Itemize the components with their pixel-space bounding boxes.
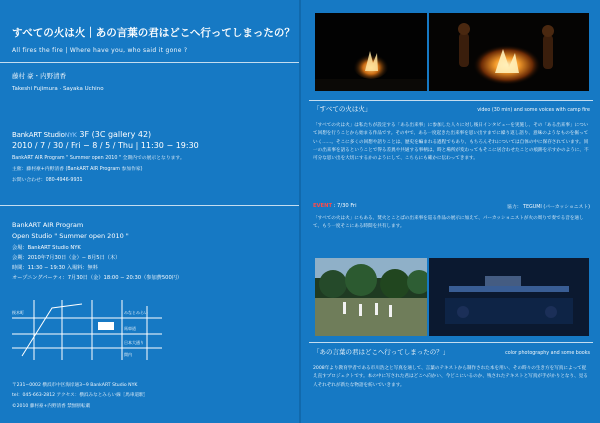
map-label: 日本大通り — [124, 340, 144, 345]
tel-access-line: tel：045-663-2812 アクセス：横浜みなとみらい線［馬車道駅］ — [12, 393, 149, 398]
park-photo — [315, 258, 427, 336]
note-organizer: 主催：藤村豪+内野清香 (BankART AIR Program 参加作家) — [12, 167, 143, 172]
authors-english: Takeshi Fujimura · Sayaka Uchino — [12, 86, 104, 92]
note-program: BankART AIR Program " Summer open 2010 " 全期内での展示となります。 — [12, 156, 185, 161]
info-venue: 会場：BankART Studio NYK — [12, 245, 81, 251]
divider — [309, 342, 593, 343]
interior-photo — [429, 258, 589, 336]
divider — [309, 100, 593, 101]
authors: 藤村 豪・内野清香 — [12, 72, 67, 80]
access-map — [12, 300, 167, 360]
text-words: 2008年より教育学者である市川浩之と写真を通して、言葉のテキストから制作された本を用い、その時々の生き方を写真によって捉え直すプロジェクトです。本の中に写された君はどこへ向かい、今どこにいるのか、残されたテキストと写真が手がかりとなり、見る人それぞれが新たな物語を紡いでいきます。 — [313, 366, 588, 388]
map-label: みなとみらい — [124, 310, 148, 315]
info-period: 会期：2010年7月30日（金）− 8月5日（木） — [12, 255, 121, 261]
map-label: 馬車道 — [124, 326, 136, 331]
exhibition-subtitle: All fires the fire | Where have you, who said it gone ? — [12, 47, 188, 54]
venue-nyk: NYK — [64, 132, 77, 139]
event-collaborator: 協力： TEGUMI (パーカッショニスト) — [507, 205, 590, 210]
event-heading — [313, 204, 357, 210]
venue-studio: BankART Studio — [12, 131, 65, 139]
divider — [0, 62, 299, 63]
section-title-words: 「あの言葉の君はどこへ行ってしまったの？」 — [313, 348, 450, 356]
section-title-fire: 「すべての火は火」 — [313, 105, 372, 113]
note-contact: お問い合わせ：080-4946-9931 — [12, 178, 83, 183]
left-page — [0, 0, 299, 423]
caption-words: color photography and some books — [505, 351, 590, 356]
address-line: 〒231−0002 横浜市中区海岸通3−9 BankART Studio NYK — [12, 383, 138, 388]
venue-marker — [98, 322, 114, 330]
event-date: : 7/30 Fri — [331, 203, 357, 209]
divider — [0, 205, 299, 206]
exhibition-dates: 2010 / 7 / 30 / Fri − 8 / 5 / Thu | 11:30 − 19:30 — [12, 141, 199, 150]
campfire-photo-2 — [429, 13, 589, 91]
copyright-line: ©2010 藤村豪+内野清香 禁無断転載 — [12, 404, 91, 409]
program-name: BankART AIR Program — [12, 221, 84, 229]
map-label: 桜木町 — [12, 310, 24, 315]
right-page — [301, 0, 600, 423]
info-hours: 時間：11:30 − 19:30 入場料：無料 — [12, 265, 98, 271]
venue-room: 3F (3C gallery 42) — [76, 130, 152, 139]
venue — [12, 131, 151, 140]
program-open-studio: Open Studio " Summer open 2010 " — [12, 232, 129, 240]
map-label: 関内 — [124, 352, 132, 357]
info-party: オープニングパーティ：7月30日（金）18:00 − 20:30（参加費500円） — [12, 275, 183, 281]
campfire-photo-1 — [315, 13, 427, 91]
event-label: EVENT — [313, 203, 332, 209]
text-event: 「すべての火は火」にもある、焚火とことばの出来事を巡る作品の展示に加えて、パーカッショニストが火の周りで奏でる音を通して、もう一度そこにある時間を共有します。 — [313, 216, 584, 230]
exhibition-title: すべての火は火｜あの言葉の君はどこへ行ってしまったの？ — [12, 27, 295, 39]
text-fire: 「すべての火は火」は私たちが設定する「ある出来事」に参加した人々に対し後日インタビューを実施し、その「ある出来事」について回想を行うことから始まる作品です。その中で、ある一度起きた出来事を思い出すまでに繰り返し語り、意味のようなものを掘っていく……。そこに多くの回想や語りことは、歴史を編まれる過程でもあり、もちろんそれについては自体の中に保存されています。同一の出来事を語るということで得る差異や共通する事柄は、時と場所が変わってもそこに居合わせたことの痕跡を示すかのように、不可分な思い出を大切にするかのようにして、こちらにも確かに伝わってきます。 — [313, 123, 589, 162]
caption-fire: video (30 min) and some voices with camp fire — [477, 108, 590, 113]
